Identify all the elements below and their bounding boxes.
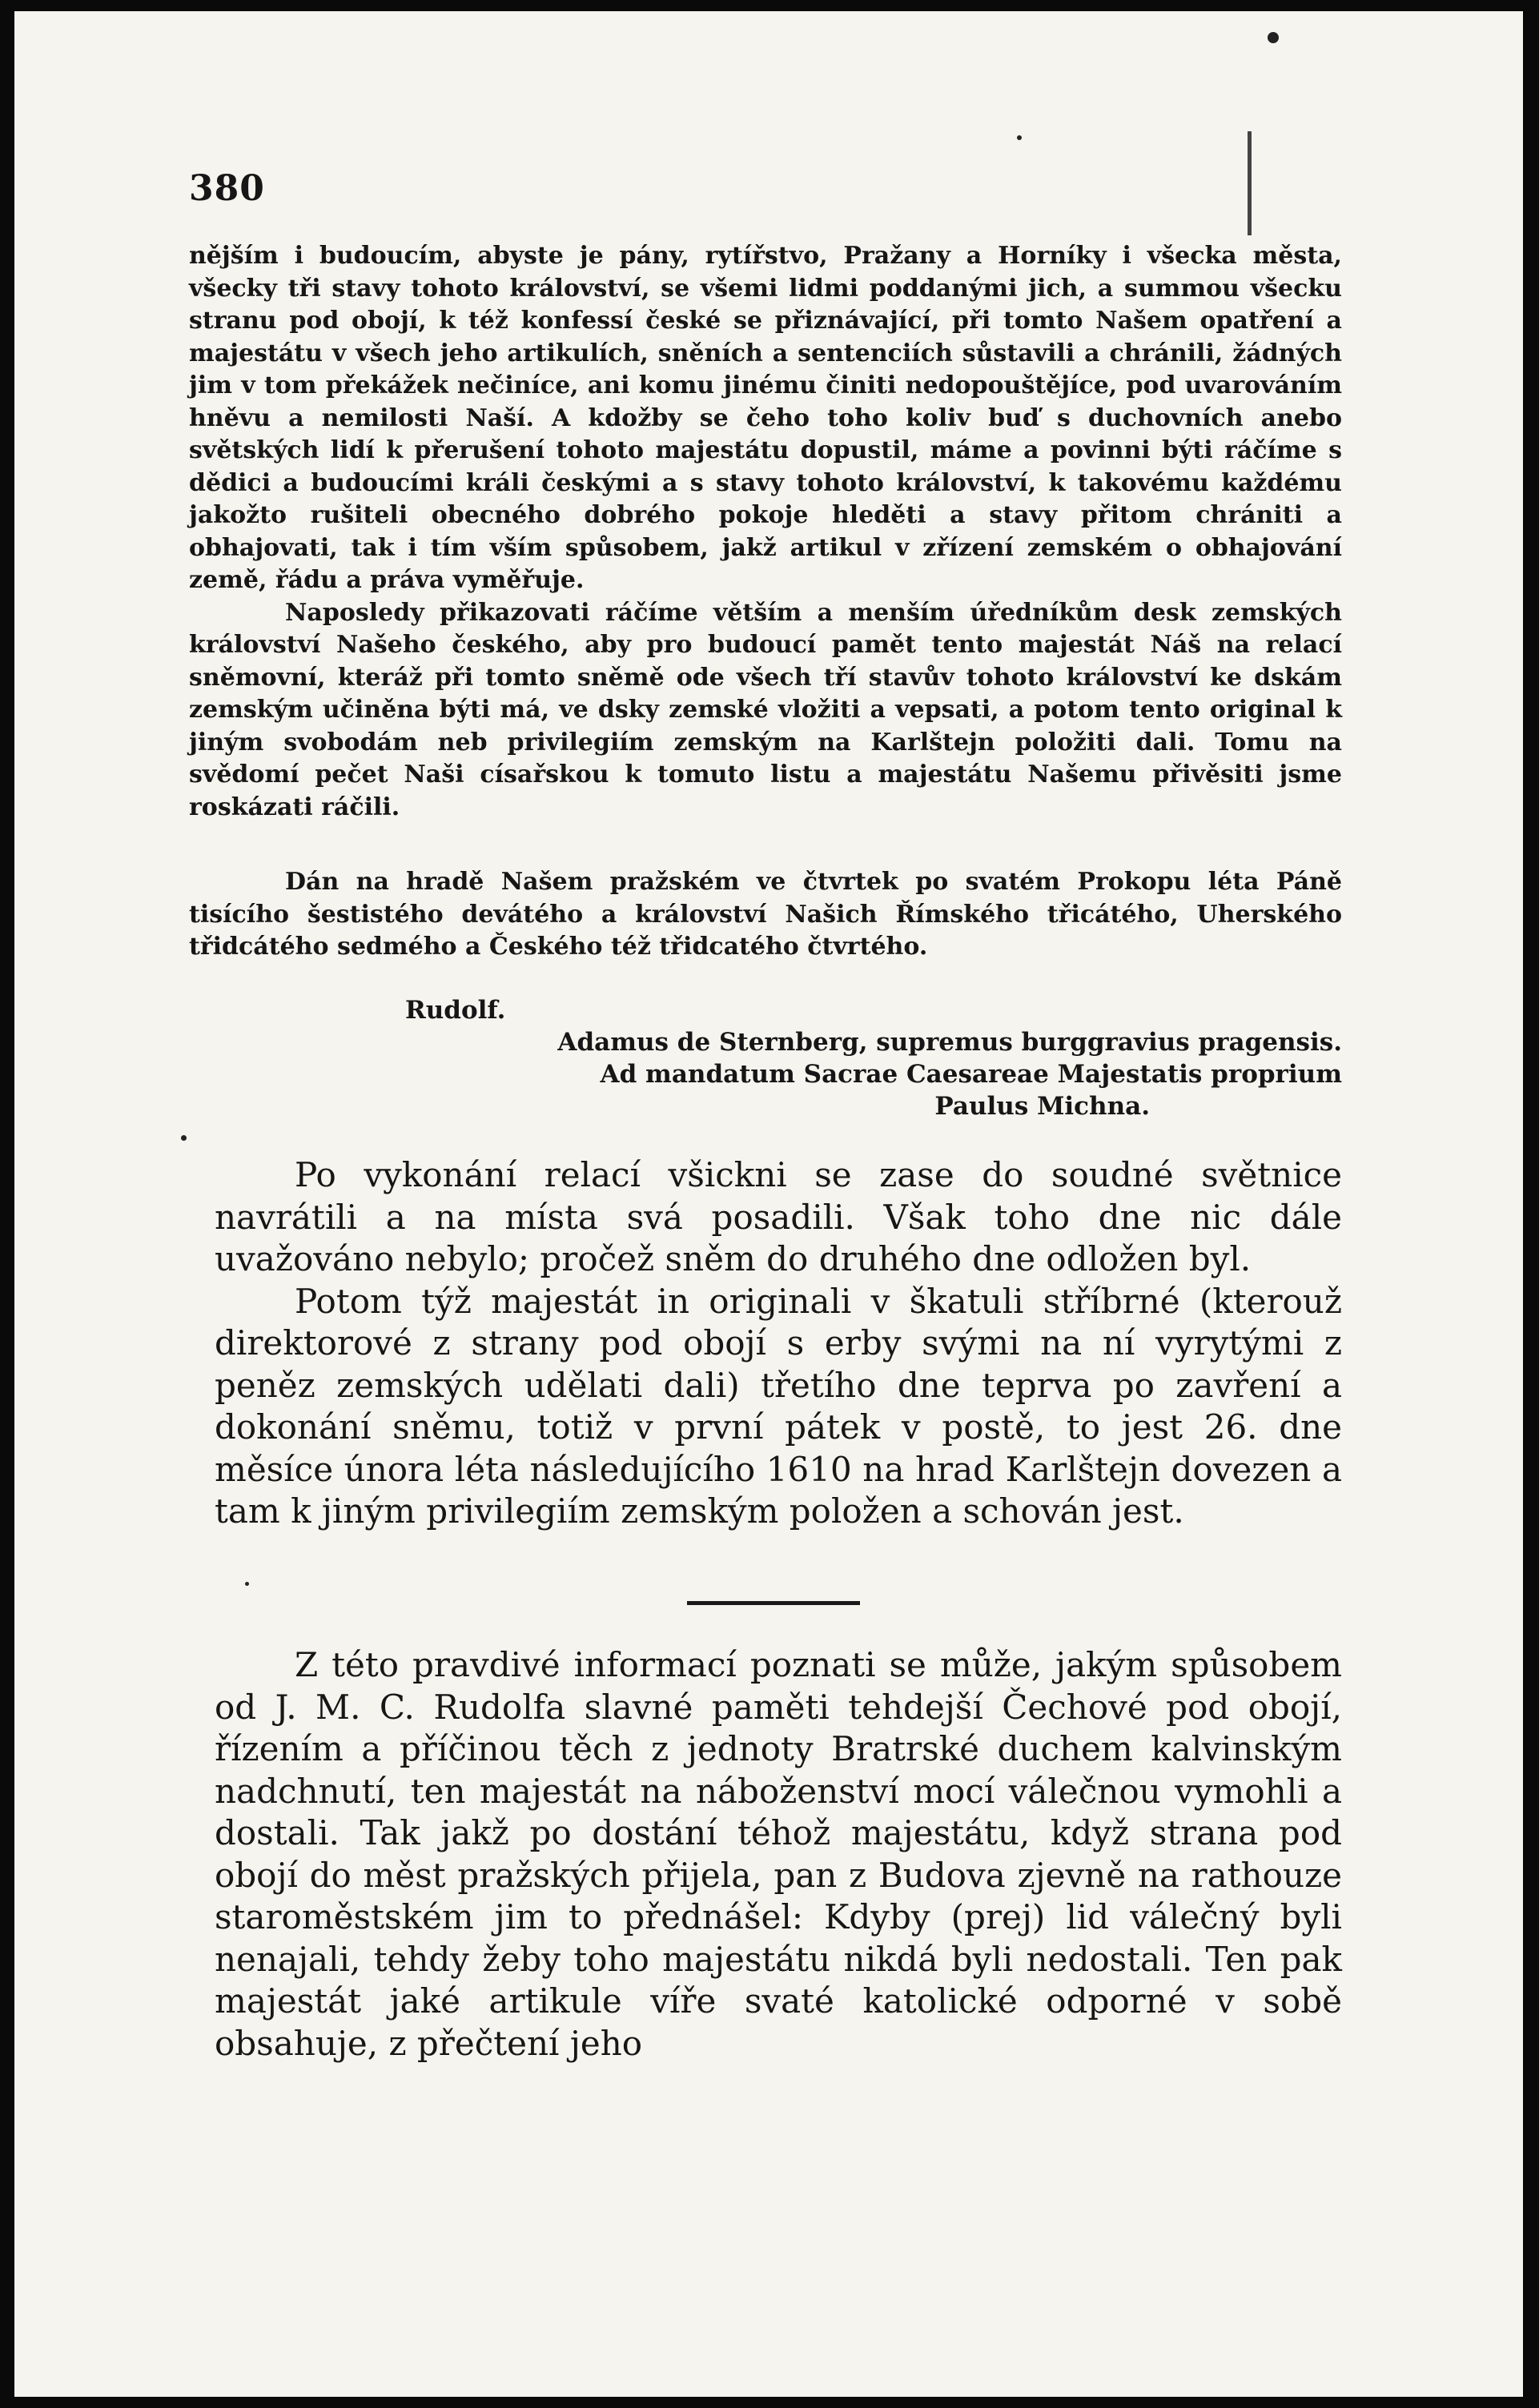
paragraph-continuation: nějším i budoucím, abyste je pány, rytířstvo, Pražany a Horníky i všecka města, všecky tři stavy tohoto království, se všemi lidmi poddanými jich, a summou všecku stranu pod obojí, k též konfessí české se přiznávající, při tomto Našem opatření a majestátu v všech jeho artikulích, sněních a sentenciích sůstavili a chránili, žádných jim v tom překážek nečiníce, ani komu jinému činiti nedopouštějíce, pod uvarováním hněvu a nemilosti Naší. A kdožby se čeho toho koliv buď s duchovních anebo světských lidí k přerušení tohoto majestátu dopustil, máme a povinni býti ráčíme s dědici a budoucími králi českými a s stavy tohoto království, k takovému každému jakožto rušiteli obecného dobrého pokoje hleděti a stavy přitom chrániti a obhajovati, tak i tím vším spůsobem, jakž artikul v zřízení zemském o obhajování země, řádu a práva vyměřuje. (189, 242, 1342, 594)
ink-speck (181, 1135, 187, 1141)
edict-dating (189, 866, 1342, 964)
ink-speck (1017, 135, 1022, 140)
paragraph-po-vykonani: Po vykonání relací všickni se zase do soudné světnice navrátili a na místa svá posadili. Však toho dne nic dále uvažováno nebylo; pročež sněm do druhého dne odložen byl. (215, 1155, 1342, 1278)
paragraph-naposledy: Naposledy přikazovati ráčíme větším a menším úředníkům desk zemských království Našeho českého, aby pro budoucí pamět tento majestát Náš na relací sněmovní, kteráž při tomto sněmě ode všech tří stavův tohoto království ke dskám zemským učiněna býti má, ve dsky zemské vložiti a vepsati, a potom tento original k jiným svobodám neb privilegiím zemským na Karlštejn položiti dali. Tomu na svědomí pečet Naši císařskou k tomuto listu a majestátu Našemu přivěsiti jsme roskázati ráčili. (189, 598, 1342, 821)
edict-text (189, 240, 1342, 824)
narrative-section (215, 1154, 1342, 1533)
paragraph-potom: Potom týž majestát in originali v škatuli stříbrné (kterouž direktorové z strany pod obojí s erby svými na ní vyrytými z peněz zemských udělati dali) třetího dne teprva po zavření a dokonání sněmu, totiž v první pátek v postě, to jest 26. dne měsíce února léta následujícího 1610 na hrad Karlštejn dovezen a tam k jiným privilegiím zemským položen a schován jest. (215, 1281, 1342, 1531)
signature-rudolf: Rudolf. (405, 996, 506, 1025)
commentary-section (215, 1644, 1342, 2065)
signature-michna: Paulus Michna. (934, 1092, 1150, 1121)
signature-sternberg: Adamus de Sternberg, supremus burggravius pragensis. (557, 1028, 1342, 1057)
paragraph-dan: Dán na hradě Našem pražském ve čtvrtek po svatém Prokopu léta Páně tisícího šestistého devátého a království Našich Římského třicátého, Uherského třidcátého sedmého a Českého též třidcatého čtvrtého. (189, 868, 1342, 961)
section-divider (687, 1601, 860, 1605)
ink-speck (1268, 32, 1279, 43)
book-page (14, 11, 1523, 2397)
signatures-block (189, 994, 1342, 1122)
paragraph-z-teto: Z této pravdivé informací poznati se může, jakým spůsobem od J. M. C. Rudolfa slavné paměti tehdejší Čechové pod obojí, řízením a příčinou těch z jednoty Bratrské duchem kalvinským nadchnutí, ten majestát na náboženství mocí válečnou vymohli a dostali. Tak jakž po dostání téhož majestátu, když strana pod obojí do měst pražských přijela, pan z Budova zjevně na rathouze staroměstském jim to přednášel: Kdyby (prej) lid válečný byli nenajali, tehdy žeby toho majestátu nikdá byli nedostali. Ten pak majestát jaké artikule víře svaté katolické odporné v sobě obsahuje, z přečtení jeho (215, 1645, 1342, 2063)
signature-mandatum: Ad mandatum Sacrae Caesareae Majestatis proprium (600, 1060, 1342, 1089)
ink-mark (1248, 131, 1252, 235)
page-number: 380 (189, 168, 265, 209)
ink-speck (245, 1582, 249, 1586)
